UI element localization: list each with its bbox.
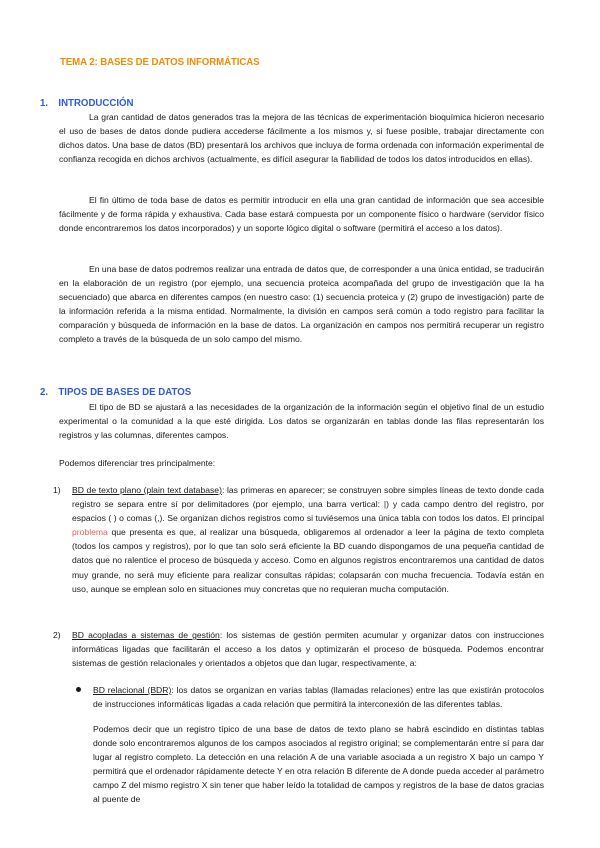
list-item-2-term: BD acopladas a sistemas de gestión bbox=[72, 630, 220, 640]
section-2-title: TIPOS DE BASES DE DATOS bbox=[58, 386, 192, 398]
section-1-heading bbox=[40, 97, 134, 109]
section-2-heading bbox=[40, 386, 191, 398]
bullet-dot-icon bbox=[76, 687, 81, 692]
sub-item-bdr-continuation: Podemos decir que un registro típico de una base de datos de texto plano se habrá escindido en distintas tablas donde solo encontraremos algunos de los campos asociados al registro original; se complementarán entre sí para dar lugar al registro completo. La detección en una relación A de una variable asociada a un registro X bajo un campo Y permitirá que el ordenador rápidamente detecte Y en otra relación B diferente de A donde pueda acceder al parámetro campo Z del mismo registro X sin tener que haber leído la totalidad de campos y registros de la base de datos gracias al puente de bbox=[93, 724, 544, 805]
section-1-title: INTRODUCCIÓN bbox=[58, 97, 134, 109]
section-2-number: 2. bbox=[40, 386, 49, 398]
sub-item-bdr-term: BD relacional (BDR) bbox=[93, 685, 172, 695]
list-item-1-body-a: : las primeras en aparecer; se construyen sobre simples líneas de texto donde cada registro se separa entre sí por delimitadores (por ejemplo, una barra vertical: |) y cada campo dentro del registro, por espacios ( ) o comas (,). Se organizan dichos registros como si tuviésemos una única tabla con todos los datos. El principal bbox=[72, 485, 544, 524]
types-intro-paragraph: El tipo de BD se ajustará a las necesidades de la organización de la información según el objetivo final de un estudio experimental o la comunidad a la que esté dirigida. Los datos se organizarán en tablas donde las filas representarán los registros y las columnas, diferentes campos. bbox=[59, 402, 544, 441]
list-item-1-text bbox=[72, 483, 544, 596]
section-1-number: 1. bbox=[40, 97, 49, 109]
sub-item-bdr-text bbox=[93, 683, 544, 711]
intro-paragraph-1: La gran cantidad de datos generados tras la mejora de las técnicas de experimentación bioquímica hicieron necesario el uso de bases de datos donde pudiera accederse fácilmente a los mismos y, si fuese posible, trabajar directamente con dichos datos. Una base de datos (BD) presentará los archivos que incluya de forma ordenada con información experimental de confianza recogida en dichos archivos (actualmente, es difícil asegurar la fiabilidad de todos los datos introducidos en ellas). bbox=[59, 112, 544, 165]
intro-paragraph-2: El fin último de toda base de datos es permitir introducir en ella una gran cantidad de información que sea accesible fácilmente y de forma rápida y exhaustiva. Cada base estará compuesta por un componente físico o hardware (servidor físico donde encontraremos los datos incorporados) y un soporte lógico digital o software (permitirá el acceso a los datos). bbox=[59, 195, 544, 234]
document-title: TEMA 2: BASES DE DATOS INFORMÁTICAS bbox=[60, 56, 260, 68]
list-item-1-number: 1) bbox=[53, 485, 61, 495]
list-item-2-text bbox=[72, 628, 544, 670]
sub-item-bdr-body: : los datos se organizan en varias tablas (llamadas relaciones) entre las que existirán protocolos de instrucciones informáticas ligadas a cada relación que permitirá la interconexión de las diferentes tablas. bbox=[93, 685, 545, 710]
list-item-2-body: : los sistemas de gestión permiten acumular y organizar datos con instrucciones informáticas ligadas que facilitarán el acceso a los datos y optimizarán el proceso de búsqueda. Podemos encontrar sistemas de gestión relacionales y orientados a objetos que dan lugar, respectivamente, a: bbox=[72, 630, 545, 669]
intro-paragraph-3: En una base de datos podremos realizar una entrada de datos que, de corresponder a una única entidad, se traducirán en la elaboración de un registro (por ejemplo, una secuencia proteica acompañada del grupo de investigación que la ha secuenciado) que abarca en diferentes campos (en nuestro caso: (1) secuencia proteica y (2) grupo de investigación) parte de la información referida a la misma entidad. Normalmente, la división en campos será común a todo registro para facilitar la comparación y búsqueda de información en la base de datos. La organización en campos nos permitirá recuperar un registro completo a través de la búsqueda de un solo campo del mismo. bbox=[59, 264, 544, 345]
types-lead-text: Podemos diferenciar tres principalmente: bbox=[59, 458, 216, 468]
list-item-1-term: BD de texto plano (plain text database) bbox=[72, 485, 222, 495]
list-item-1-body-b: que presenta es que, al realizar una búsqueda, obligaremos al ordenador a leer la página de texto completa (todos los campos y registros), por lo que tan solo será eficiente la BD cuando dispongamos de una pequeña cantidad de datos que no ralentice el proceso de búsqueda y acceso. Como en algunos registros encontraremos una cantidad de datos muy grande, no será muy eficiente para realizar consultas rápidas; colapsarán con mucha frecuencia. Todavía están en uso, aunque se emplean solo en situaciones muy concretas que no requieran mucha computación. bbox=[72, 527, 544, 594]
highlight-problema: problema bbox=[72, 527, 108, 538]
list-item-2-number: 2) bbox=[53, 630, 61, 640]
